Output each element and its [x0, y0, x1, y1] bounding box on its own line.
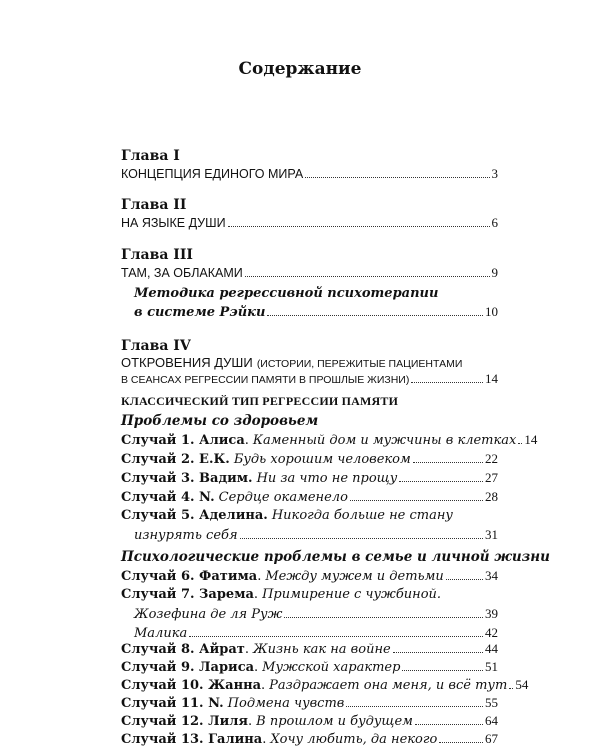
dot-leader [240, 528, 483, 539]
toc-entry-label: В СЕАНСАХ РЕГРЕССИИ ПАМЯТИ В ПРОШЛЫЕ ЖИЗНИ) [121, 374, 410, 386]
toc-entry-label: КОНЦЕПЦИЯ ЕДИНОГО МИРА [121, 167, 304, 181]
toc-entry-case-8: Случай 8. Айрат . Жизнь как на войне 44 [121, 641, 498, 657]
page-number: 54 [515, 677, 529, 692]
chapter-title-note: (ИСТОРИИ, ПЕРЕЖИТЫЕ ПАЦИЕНТАМИ [256, 358, 463, 370]
page-number: 10 [485, 304, 498, 319]
toc-entry-chapter-3 [121, 265, 498, 283]
toc-entry-chapter-1 [121, 166, 498, 184]
toc-entry-case-6: Случай 6. Фатима . Между мужем и детьми 34 [121, 568, 498, 584]
dot-leader [411, 372, 483, 383]
dot-leader [393, 642, 483, 653]
dot-leader [518, 433, 522, 444]
toc-entry-case-9: Случай 9. Лариса . Мужской характер 51 [121, 659, 498, 675]
case-label: Случай 10. Жанна [121, 678, 262, 693]
case-description: Будь хорошим человеком [233, 452, 411, 467]
chapter-1-heading: Глава I [121, 148, 180, 164]
toc-entry-chapter-2 [121, 215, 498, 233]
dot-leader [399, 471, 483, 482]
page-number: 6 [491, 215, 498, 230]
dot-leader [346, 696, 483, 707]
case-label: Случай 3. Вадим. [121, 471, 253, 486]
page-number: 64 [485, 713, 498, 728]
toc-entry-case-7: Случай 7. Зарема . Примирение с чужбиной. [121, 587, 442, 602]
toc-entry-case-3 [121, 470, 498, 488]
dot-leader [509, 678, 513, 689]
page-number: 31 [485, 527, 498, 542]
page-number: 28 [485, 489, 498, 504]
page-number: 22 [485, 451, 498, 466]
case-description: Мужской характер [262, 660, 401, 675]
case-label: Случай 7. Зарема [121, 587, 254, 602]
toc-entry-case-10: Случай 10. Жанна . Раздражает она меня, и всё тут 54 [121, 677, 529, 693]
case-label: Случай 13. Галина [121, 732, 263, 747]
case-description: Никогда больше не стану [271, 508, 453, 523]
group-title-family: Психологические проблемы в семье и личной жизни [121, 549, 550, 565]
case-description: Подмена чувств [227, 696, 345, 711]
toc-entry-case-1: Случай 1. Алиса . Каменный дом и мужчины в клетках 14 [121, 432, 538, 448]
toc-entry-case-7a [134, 606, 498, 624]
dot-leader [413, 452, 483, 463]
chapter-4-title-line [121, 355, 462, 371]
group-title-health: Проблемы со здоровьем [121, 413, 319, 429]
dot-leader [446, 569, 483, 580]
page-title: Содержание [238, 59, 362, 79]
toc-entry-case-2 [121, 451, 498, 469]
dot-leader [284, 607, 483, 618]
toc-entry-case-12: Случай 12. Лиля . В прошлом и будущем 64 [121, 713, 498, 729]
dot-leader [415, 714, 483, 725]
page-number: 9 [491, 265, 498, 280]
section-title: КЛАССИЧЕСКИЙ ТИП РЕГРЕССИИ ПАМЯТИ [121, 394, 399, 408]
case-label: Случай 5. Аделина. [121, 508, 268, 523]
dot-leader [305, 167, 489, 178]
dot-leader [189, 626, 483, 637]
page-number: 3 [491, 166, 498, 181]
page-number: 55 [485, 695, 498, 710]
case-subentry: Жозефина де ля Руж [134, 607, 283, 622]
page-number: 39 [485, 606, 498, 621]
page-number: 67 [485, 731, 498, 746]
toc-entry-chapter-4 [121, 371, 498, 389]
toc-entry-label: ТАМ, ЗА ОБЛАКАМИ [121, 266, 243, 280]
case-description: Ни за что не прощу [256, 471, 398, 486]
case-label: Случай 9. Лариса [121, 660, 255, 675]
page-number: 14 [485, 371, 498, 386]
case-subentry: Малика [134, 626, 188, 641]
case-label: Случай 12. Лиля [121, 714, 248, 729]
case-label: Случай 8. Айрат [121, 642, 245, 657]
case-label: Случай 11. N. [121, 696, 224, 711]
toc-entry-case-13: Случай 13. Галина . Хочу любить, да некого 67 [121, 731, 498, 747]
toc-entry-subsection [134, 304, 498, 322]
dot-leader [439, 732, 483, 743]
toc-entry-label: в системе Рэйки [134, 305, 266, 320]
chapter-2-heading: Глава II [121, 197, 187, 213]
toc-entry-label: НА ЯЗЫКЕ ДУШИ [121, 216, 226, 230]
page-number: 42 [485, 625, 498, 640]
dot-leader [267, 305, 483, 316]
chapter-title: ОТКРОВЕНИЯ ДУШИ [121, 355, 253, 370]
page-number: 27 [485, 470, 498, 485]
case-label: Случай 2. Е.К. [121, 452, 230, 467]
page-number: 51 [485, 659, 498, 674]
case-description: В прошлом и будущем [256, 714, 413, 729]
case-description: Между мужем и детьми [265, 569, 444, 584]
chapter-3-heading: Глава III [121, 247, 193, 263]
case-description: Жизнь как на войне [252, 642, 391, 657]
case-label: Случай 4. N. [121, 490, 215, 505]
toc-entry-case-5-cont [134, 527, 498, 545]
chapter-4-heading: Глава IV [121, 338, 191, 354]
toc-entry-case-4 [121, 489, 498, 507]
case-description: Примирение с чужбиной. [262, 587, 442, 602]
case-label: Случай 1. Алиса [121, 433, 245, 448]
dot-leader [350, 490, 483, 501]
case-description: Хочу любить, да некого [270, 732, 438, 747]
case-description: Раздражает она меня, и всё тут [269, 678, 508, 693]
page-number: 14 [524, 432, 538, 447]
subsection-title: Методика регрессивной психотерапии [134, 286, 439, 301]
dot-leader [228, 216, 490, 227]
dot-leader [245, 266, 490, 277]
page-number: 44 [485, 641, 498, 656]
dot-leader [402, 660, 483, 671]
toc-entry-case-5 [121, 508, 498, 526]
case-label: Случай 6. Фатима [121, 569, 258, 584]
page-number: 34 [485, 568, 498, 583]
case-description-cont: изнурять себя [134, 528, 238, 543]
toc-entry-case-11 [121, 695, 498, 713]
case-description: Каменный дом и мужчины в клетках [252, 433, 517, 448]
case-description: Сердце окаменело [218, 490, 348, 505]
